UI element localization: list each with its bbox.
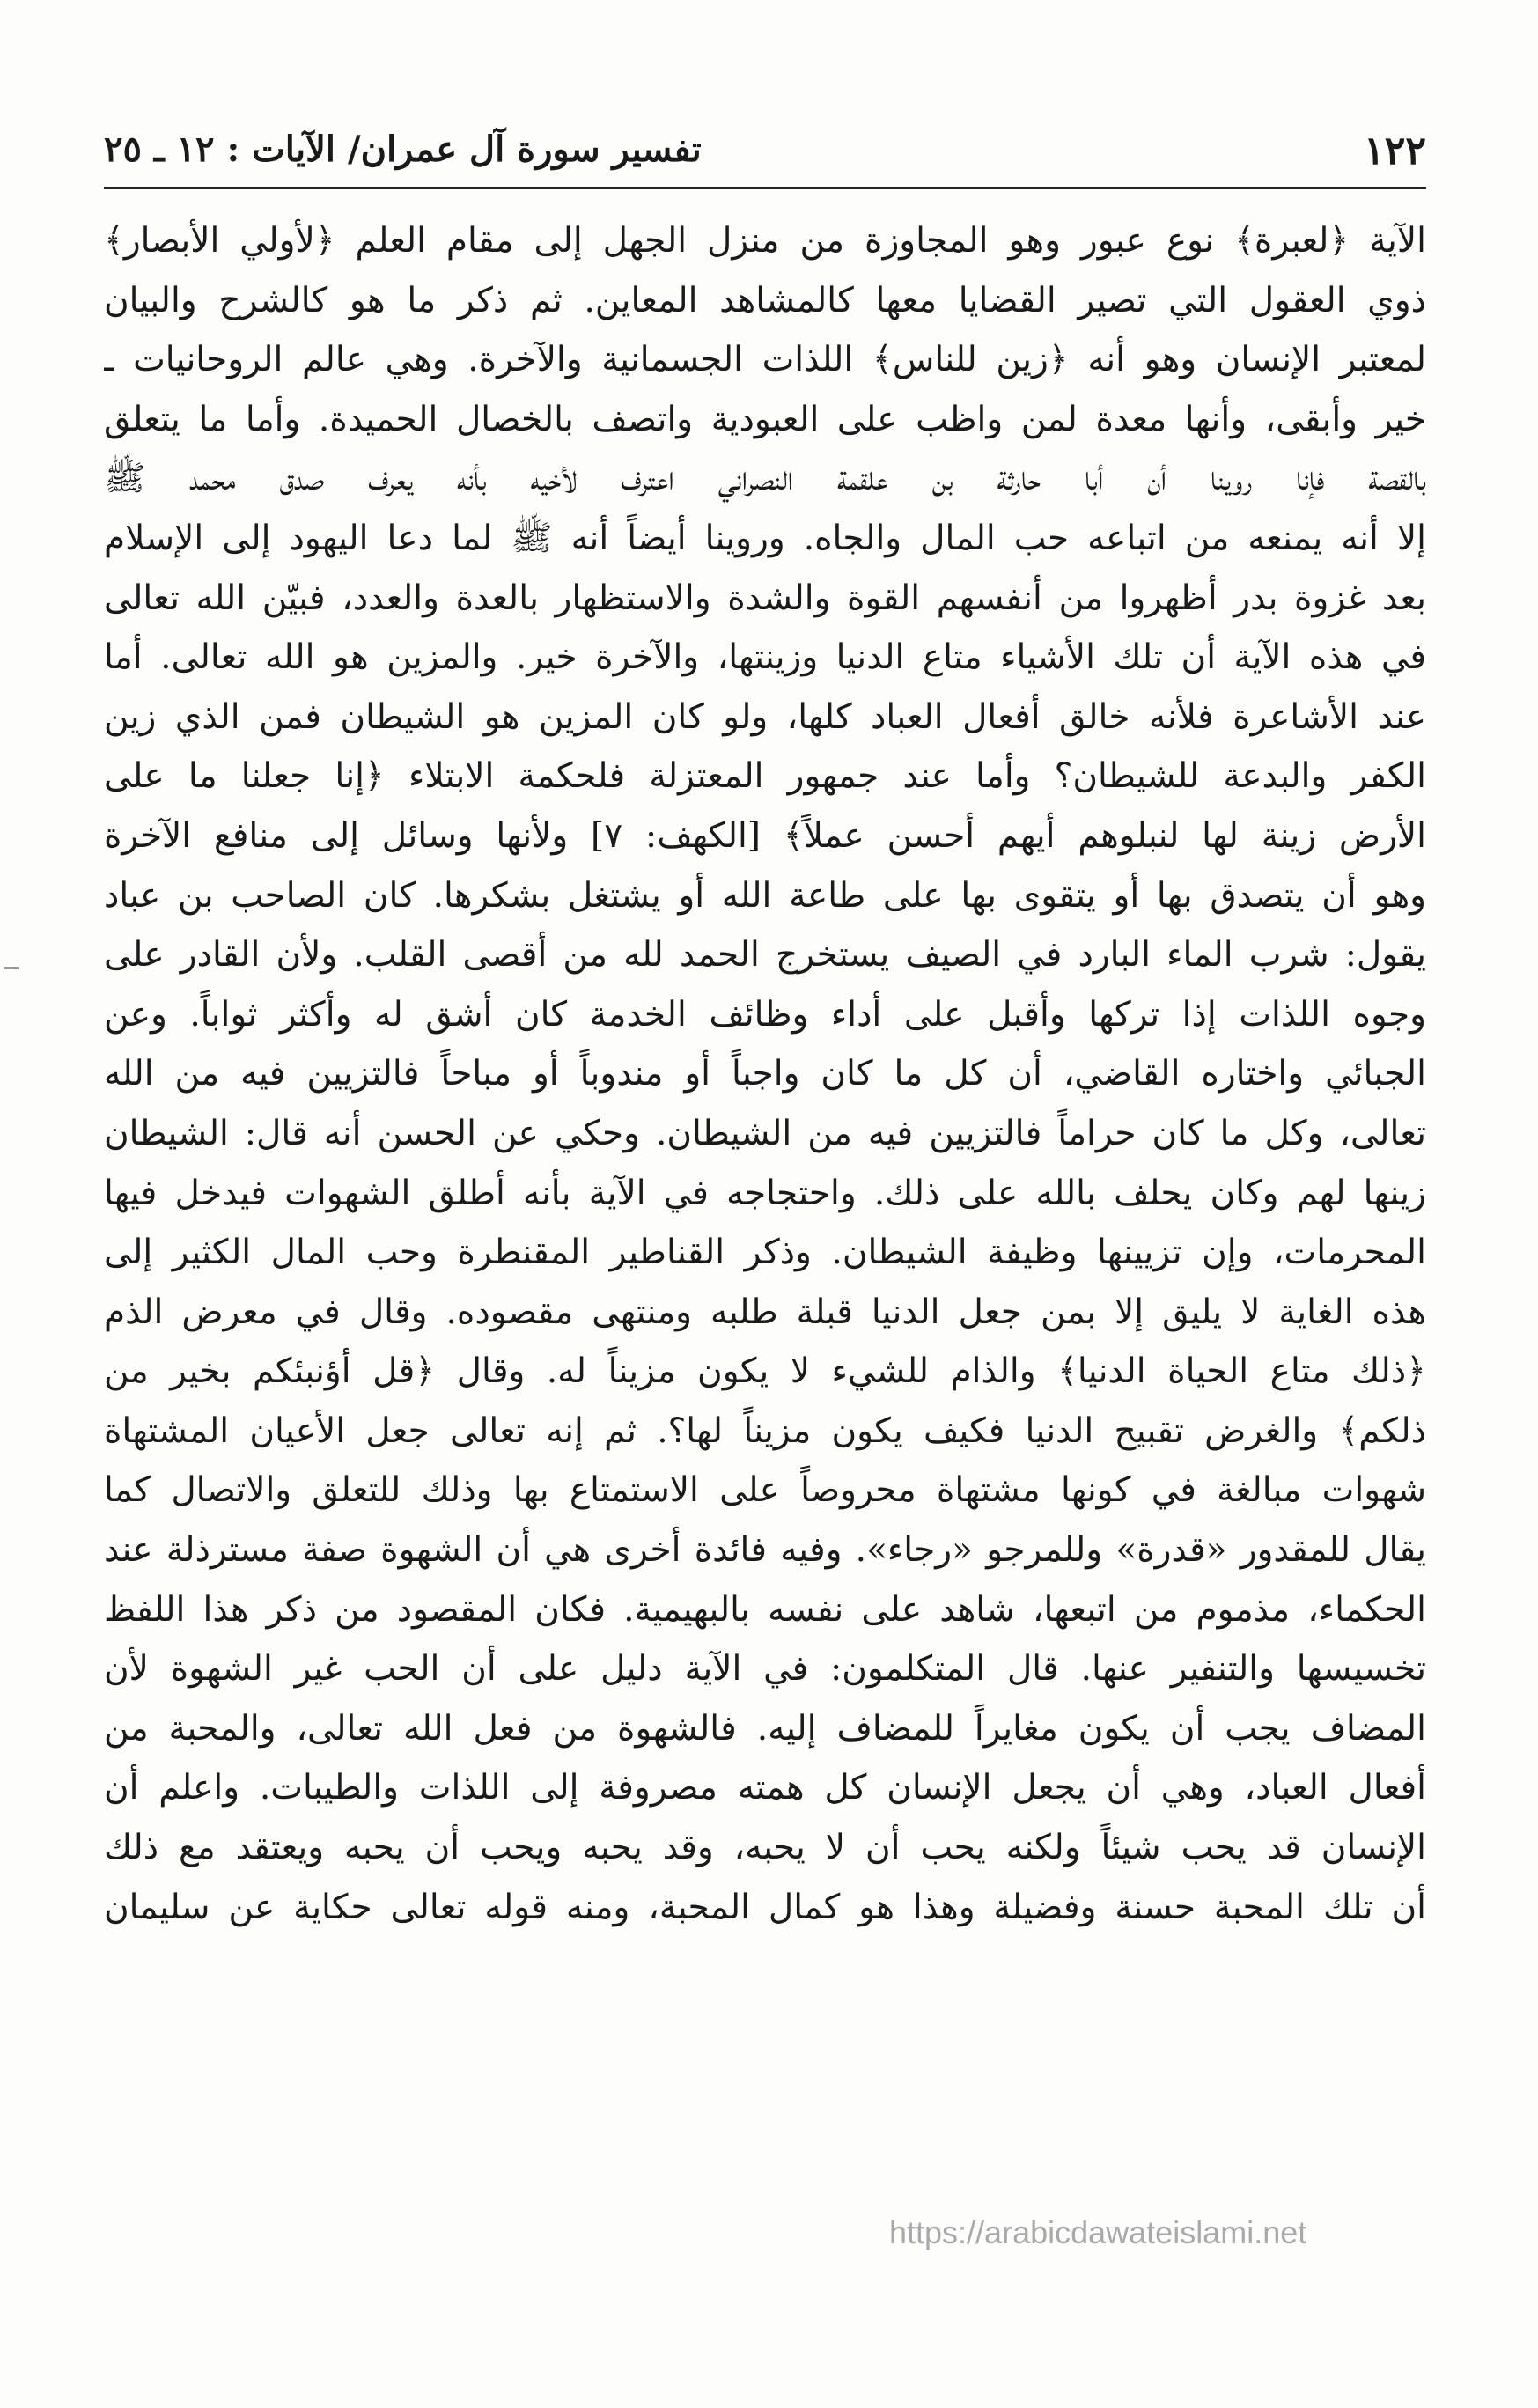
text-line-5: بالقصة فإنا روينا أن أبا حارثة بن علقمة النصراني اعترف لأخيه بأنه يعرف صدق محمد ﷺ	[104, 459, 1426, 499]
text-line-13: يقول: شرب الماء البارد في الصيف يستخرج الحمد لله من أقصى القلب. ولأن القادر على	[104, 935, 1426, 976]
header-rule	[104, 187, 1426, 189]
text-line-26: المضاف يجب أن يكون مغايراً للمضاف إليه. فالشهوة من فعل الله تعالى، والمحبة من	[104, 1708, 1426, 1749]
text-line-25: تخسيسها والتنفير عنها. قال المتكلمون: في الآية دليل على أن الحب غير الشهوة لأن	[104, 1649, 1426, 1690]
text-line-19: هذه الغاية لا يليق إلا بمن جعل الدنيا قبلة طلبه ومنتهى مقصوده. وقال في معرض الذم	[104, 1292, 1426, 1332]
text-line-30	[104, 1937, 1426, 1997]
text-line-3: لمعتبر الإنسان وهو أنه ﴿زين للناس﴾ اللذات الجسمانية والآخرة. وهي عالم الروحانيات ـ	[104, 340, 1426, 380]
text-line-29: أن تلك المحبة حسنة وفضيلة وهذا هو كمال المحبة، ومنه قوله تعالى حكاية عن سليمان	[104, 1887, 1426, 1927]
text-line-10: الكفر والبدعة للشيطان؟ وأما عند جمهور المعتزلة فلحكمة الابتلاء ﴿إنا جعلنا ما على	[104, 756, 1426, 797]
text-line-6: إلا أنه يمنعه من اتباعه حب المال والجاه. وروينا أيضاً أنه ﷺ لما دعا اليهود إلى الإسلام	[104, 518, 1426, 558]
text-line-23: يقال للمقدور «قدرة» وللمرجو «رجاء». وفيه فائدة أخرى هي أن الشهوة صفة مسترذلة عند	[104, 1530, 1426, 1571]
text-line-2: ذوي العقول التي تصير القضايا معها كالمشاهد المعاين. ثم ذكر ما هو كالشرح والبيان	[104, 280, 1426, 320]
text-line-28: الإنسان قد يحب شيئاً ولكنه يحب أن لا يحبه، وقد يحبه ويحب أن يحبه ويعتقد مع ذلك	[104, 1828, 1426, 1868]
text-line-24: الحكماء، مذموم من اتبعها، شاهد على نفسه بالبهيمية. فكان المقصود من ذكر هذا اللفظ	[104, 1589, 1426, 1630]
page-number: ١٢٢	[1364, 129, 1426, 173]
text-line-11: الأرض زينة لها لنبلوهم أيهم أحسن عملاً﴾ [الكهف: ٧] ولأنها وسائل إلى منافع الآخرة	[104, 815, 1426, 856]
watermark-url: https://arabicdawateislami.net	[889, 2214, 1307, 2250]
text-line-17: زينها لهم وكان يحلف بالله على ذلك. واحتجاجه في الآية بأنه أطلق الشهوات فيدخل فيها	[104, 1173, 1426, 1213]
text-line-16: تعالى، وكل ما كان حراماً فالتزيين فيه من الشيطان. وحكي عن الحسن أنه قال: الشيطان	[104, 1113, 1426, 1153]
text-line-15: الجبائي واختاره القاضي، أن كل ما كان واجباً أو مندوباً أو مباحاً فالتزيين فيه من الله	[104, 1054, 1426, 1094]
text-line-9: عند الأشاعرة فلأنه خالق أفعال العباد كلها، ولو كان المزين هو الشيطان فمن الذي زين	[104, 696, 1426, 737]
text-line-7: بعد غزوة بدر أظهروا من أنفسهم القوة والشدة والاستظهار بالعدة والعدد، فبيّن الله تعالى	[104, 578, 1426, 618]
text-line-27: أفعال العباد، وهي أن يجعل الإنسان كل همته مصروفة إلى اللذات والطيبات. واعلم أن	[104, 1768, 1426, 1808]
scan-edge-mark	[4, 967, 19, 969]
page-header	[104, 123, 1426, 185]
body-text	[104, 211, 1426, 1997]
text-line-12: وهو أن يتصدق بها أو يتقوى بها على طاعة الله أو يشتغل بشكرها. كان الصاحب بن عباد	[104, 875, 1426, 916]
text-line-8: في هذه الآية أن تلك الأشياء متاع الدنيا وزينتها، والآخرة خير. والمزين هو الله تعالى. أما	[104, 637, 1426, 678]
text-line-1: الآية ﴿لعبرة﴾ نوع عبور وهو المجاوزة من منزل الجهل إلى مقام العلم ﴿لأولي الأبصار﴾	[104, 221, 1426, 261]
text-line-21: ذلكم﴾ والغرض تقبيح الدنيا فكيف يكون مزيناً لها؟. ثم إنه تعالى جعل الأعيان المشتهاة	[104, 1410, 1426, 1451]
text-line-18: المحرمات، وإن تزيينها وظيفة الشيطان. وذكر القناطير المقنطرة وحب المال الكثير إلى	[104, 1233, 1426, 1273]
text-line-20: ﴿ذلك متاع الحياة الدنيا﴾ والذام للشيء لا يكون مزيناً له. وقال ﴿قل أؤنبئكم بخير من	[104, 1351, 1426, 1392]
running-head: تفسير سورة آل عمران/ الآيات : ١٢ ـ ٢٥	[104, 129, 702, 170]
text-line-4: خير وأبقى، وأنها معدة لمن واظب على العبودية واتصف بالخصال الحميدة. وأما ما يتعلق	[104, 399, 1426, 439]
text-line-22: شهوات مبالغة في كونها مشتهاة محروصاً على الاستمتاع بها وذلك للتعلق والاتصال كما	[104, 1470, 1426, 1511]
text-line-14: وجوه اللذات إذا تركها وأقبل على أداء وظائف الخدمة كان أشق له وأكثر ثواباً. وعن	[104, 994, 1426, 1035]
